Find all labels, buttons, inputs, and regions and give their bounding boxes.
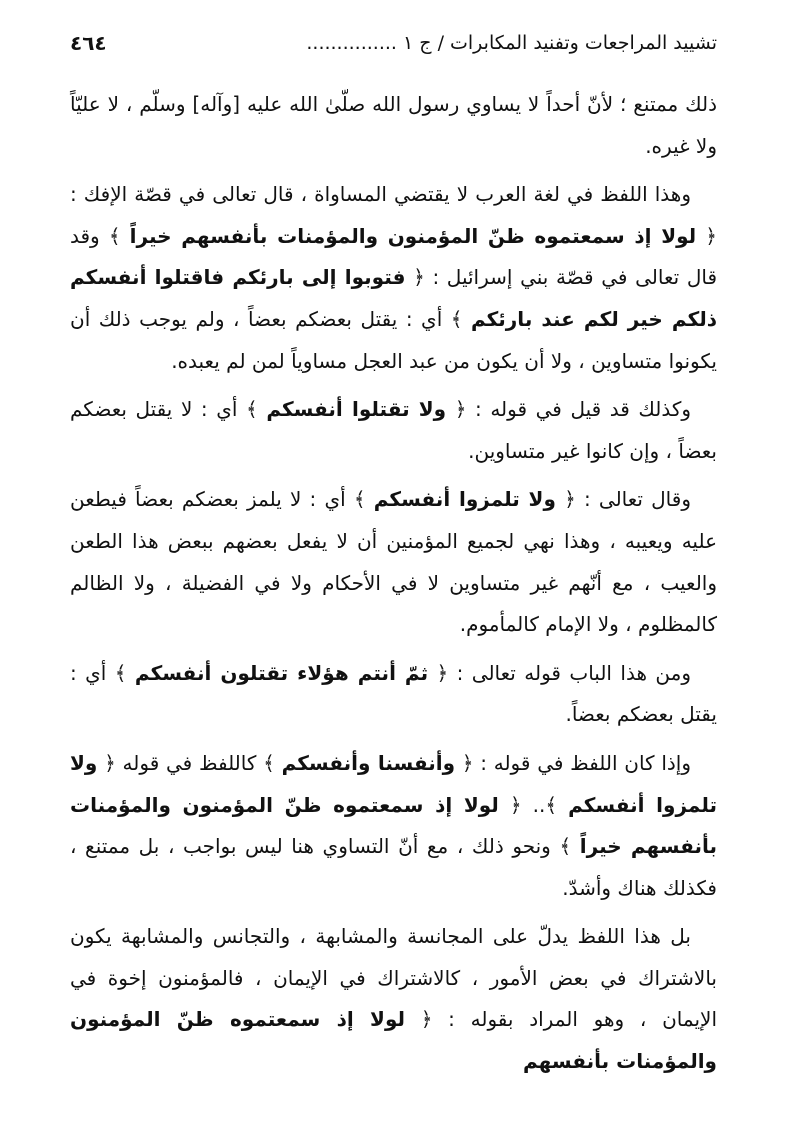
text-segment: ﴾ [246, 397, 267, 422]
text-segment: ونحو ذلك ، مع أنّ التساوي هنا ليس بواجب ، بل ممتنع ، فكذلك هناك وأشدّ. [70, 834, 717, 900]
body-text [70, 84, 717, 1083]
running-title [306, 28, 717, 58]
text-segment: ذلك ممتنع ؛ لأنّ أحداً لا يساوي رسول الله صلّىٰ الله عليه [وآله] وسلّم ، لا عليّاً ولا غيره. [70, 92, 717, 158]
text-segment: وقال تعالى : [575, 487, 691, 512]
text-segment: ﴿ [696, 223, 718, 248]
text-segment: ﴾ [353, 487, 374, 512]
text-segment: ﴿ [455, 750, 474, 775]
text-segment: ﴾ [108, 223, 130, 248]
text-segment: ومن هذا الباب قوله تعالى : [448, 660, 691, 685]
text-segment: أي : لا يقتل بعضكم بعضاً ، وإن كانوا غير متساوين. [70, 397, 717, 463]
text-segment: ﴿ [446, 397, 467, 422]
text-segment: وإذا كان اللفظ في قوله : [473, 750, 692, 775]
quran-quote: لولا إذ سمعتموه ظنّ المؤمنون والمؤمنات بأنفسهم خيراً [129, 223, 697, 248]
quran-quote: لولا إذ سمعتموه ظنّ المؤمنون والمؤمنات بأنفسهم [70, 1007, 717, 1074]
text-segment: ﴿ [405, 1007, 433, 1032]
quran-quote: ولا تلمزوا أنفسكم [70, 750, 717, 817]
text-segment: ﴿ [555, 487, 576, 512]
paragraph [70, 174, 717, 382]
text-segment: ﴿ [428, 660, 449, 685]
paragraph [70, 916, 717, 1082]
quran-quote: ثمّ أنتم هؤلاء تقتلون أنفسكم [134, 660, 429, 685]
text-segment: ﴾ [263, 750, 282, 775]
text-segment: ﴿ [498, 792, 522, 817]
text-segment: ﴿ [97, 750, 116, 775]
paragraph [70, 653, 717, 736]
text-segment: ﴿ [405, 265, 425, 290]
text-segment: ﴾ [450, 306, 471, 331]
text-segment: وهذا اللفظ في لغة العرب لا يقتضي المساواة ، قال تعالى في قصّة الإفك : [70, 182, 691, 207]
quran-quote: وأنفسنا وأنفسكم [281, 750, 456, 775]
page-header [70, 28, 717, 58]
quran-quote: ولا تلمزوا أنفسكم [373, 487, 556, 512]
text-segment: كاللفظ في قوله [115, 750, 264, 775]
text-segment: أي : يقتل بعضكم بعضاً. [70, 660, 717, 727]
text-segment: ﴾ [559, 834, 580, 859]
text-segment: بل هذا اللفظ يدلّ على المجانسة والمشابهة ، والتجانس والمشابهة يكون بالاشتراك في بعض الأمور ، كالاشتراك في الإيمان ، فالمؤمنون إخوة في الإيمان ، وهو المراد بقوله : [70, 924, 717, 1032]
quran-quote: لولا إذ سمعتموه ظنّ المؤمنون والمؤمنات بأنفسهم خيراً [70, 792, 718, 859]
text-segment: ﴾ [114, 660, 135, 685]
text-segment: .. [521, 792, 546, 817]
text-segment: وقد قال تعالى في قصّة بني إسرائيل : [70, 223, 717, 290]
page-number: ٤٦٤ [70, 31, 107, 55]
text-segment: أي : لا يلمز بعضكم بعضاً فيطعن عليه ويعيبه ، وهذا نهي لجميع المؤمنين أن لا يفعل بعضهم ببعض هذا الطعن والعيب ، مع أنّهم غير متساوين لا في الأحكام ولا في الفضيلة ، ولا الظالم كالمظلوم ، ولا الإمام كالمأموم. [70, 487, 717, 637]
book-title: تشييد المراجعات وتفنيد المكابرات / ج ١ [403, 32, 717, 54]
quran-quote: فتوبوا إلى بارئكم فاقتلوا أنفسكم ذلكم خير لكم عند بارئكم [70, 265, 717, 331]
leader-dots: ............... [306, 32, 397, 54]
paragraph [70, 389, 717, 472]
quran-quote: ولا تقتلوا أنفسكم [266, 397, 447, 422]
paragraph [70, 479, 717, 645]
text-segment: أي : يقتل بعضكم بعضاً ، ولم يوجب ذلك أن يكونوا متساوين ، ولا أن يكون من عبد العجل مساوياً لمن لم يعبده. [70, 306, 717, 373]
text-segment: وكذلك قد قيل في قوله : [466, 397, 692, 422]
paragraph [70, 84, 717, 167]
text-segment: ﴾ [545, 792, 569, 817]
paragraph [70, 743, 717, 909]
